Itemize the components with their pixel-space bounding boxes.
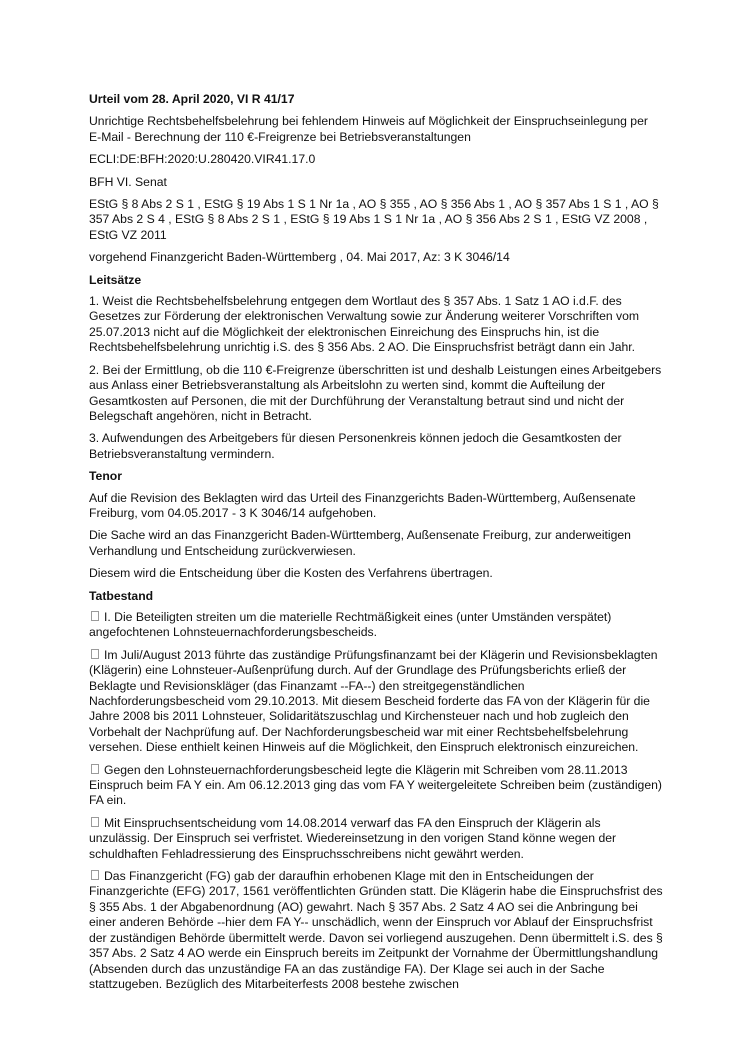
heading-leitsaetze: Leitsätze: [89, 272, 142, 287]
decision-subtitle: Unrichtige Rechtsbehelfsbelehrung bei fehlendem Hinweis auf Möglichkeit der Einspruchseinlegung per E-Mail - Berechnung der 110 €-Freigrenze bei Betriebsveranstaltungen: [89, 114, 648, 144]
heading-tatbestand: Tatbestand: [89, 588, 154, 603]
tatbestand-paragraph: [89, 610, 663, 641]
heading-tenor: Tenor: [89, 469, 122, 484]
tatbestand-paragraph: [89, 816, 663, 862]
tenor-paragraph: Auf die Revision des Beklagten wird das Urteil des Finanzgerichts Baden-Württemberg, Außensenate Freiburg, vom 04.05.2017 - 3 K 3046/14 aufgehoben.: [89, 490, 636, 520]
legal-norms: EStG § 8 Abs 2 S 1 , EStG § 19 Abs 1 S 1 Nr 1a , AO § 355 , AO § 356 Abs 1 , AO § 357 Abs 1 S 1 , AO § 357 Abs 2 S 4 , EStG § 8 Abs 2 S 1 , EStG § 19 Abs 1 S 1 Nr 1a , AO § 356 Abs 2 S 1 , EStG VZ 2008 , EStG VZ 2011: [89, 197, 659, 242]
leitsatz-paragraph: 2. Bei der Ermittlung, ob die 110 €-Freigrenze überschritten ist und deshalb Leistungen eines Arbeitgebers aus Anlass einer Betriebsveranstaltung als Arbeitslohn zu werten sind, kommt die Aufteilung der Gesamtkosten auf Personen, die mit der Durchführung der Veranstaltung betraut sind und nicht der Belegschaft angehören, nicht in Betracht.: [89, 362, 662, 423]
tatbestand-paragraph: [89, 763, 663, 809]
paragraph-marker-icon: [91, 870, 99, 880]
tatbestand-paragraph: [89, 869, 663, 992]
paragraph-text: I. Die Beteiligten streiten um die materielle Rechtmäßigkeit eines (unter Umständen verspätet) angefochtenen Lohnsteuernachforderungsbescheids.: [89, 609, 612, 640]
ecli-identifier: ECLI:DE:BFH:2020:U.280420.VIR41.17.0: [89, 152, 316, 167]
tatbestand-paragraph: [89, 648, 663, 756]
decision-title: Urteil vom 28. April 2020, VI R 41/17: [89, 92, 295, 106]
tenor-paragraph: Die Sache wird an das Finanzgericht Baden-Württemberg, Außensenate Freiburg, zur anderweitigen Verhandlung und Entscheidung zurückverwiesen.: [89, 528, 631, 558]
tenor-paragraph: Diesem wird die Entscheidung über die Kosten des Verfahrens übertragen.: [89, 566, 493, 581]
paragraph-marker-icon: [91, 649, 99, 659]
paragraph-marker-icon: [91, 611, 99, 621]
paragraph-text: Im Juli/August 2013 führte das zuständige Prüfungsfinanzamt bei der Klägerin und Revisionsbeklagten (Klägerin) eine Lohnsteuer-Außenprüfung durch. Auf der Grundlage des Prüfungsberichts erließ der Beklagte und Revisionskläger (das Finanzamt --FA--) den streitgegenständlichen Nachforderungsbescheid vom 29.10.2013. Mit diesem Bescheid forderte das FA von der Klägerin für die Jahre 2008 bis 2011 Lohnsteuer, Solidaritätszuschlag und Kirchensteuer nach und hob zugleich den Vorbehalt der Nachprüfung auf. Der Nachforderungsbescheid war mit einer Rechtsbehelfsbelehrung versehen. Diese enthielt keinen Hinweis auf die Möglichkeit, den Einspruch elektronisch einzureichen.: [89, 647, 658, 755]
document-page: [89, 92, 663, 999]
leitsatz-paragraph: 1. Weist die Rechtsbehelfsbelehrung entgegen dem Wortlaut des § 357 Abs. 1 Satz 1 AO i.d.F. des Gesetzes zur Förderung der elektronischen Verwaltung sowie zur Änderung weiterer Vorschriften vom 25.07.2013 nicht auf die Möglichkeit der elektronischen Einreichung des Einspruchs hin, ist die Rechtsbehelfsbelehrung unrichtig i.S. des § 356 Abs. 2 AO. Die Einspruchsfrist beträgt dann ein Jahr.: [89, 294, 640, 355]
court-senate: BFH VI. Senat: [89, 174, 167, 189]
paragraph-text: Das Finanzgericht (FG) gab der daraufhin erhobenen Klage mit den in Entscheidungen der Finanzgerichte (EFG) 2017, 1561 veröffentlichten Gründen statt. Die Klägerin habe die Einspruchsfrist des § 355 Abs. 1 der Abgabenordnung (AO) gewahrt. Nach § 357 Abs. 2 Satz 4 AO sei die Anbringung bei einer anderen Behörde --hier dem FA Y-- unschädlich, wenn der Einspruch vor Ablauf der Einspruchsfrist der zuständigen Behörde übermittelt werde. Davon sei vorliegend auszugehen. Denn übermittelt i.S. des § 357 Abs. 2 Satz 4 AO werde ein Einspruch bereits im Zeitpunkt der Vornahme der Übermittlungshandlung (Absenden durch das unzuständige FA an das zuständige FA). Der Klage sei auch in der Sache stattzugeben. Bezüglich des Mitarbeiterfests 2008 bestehe zwischen: [89, 869, 663, 991]
prior-instance: vorgehend Finanzgericht Baden-Württemberg , 04. Mai 2017, Az: 3 K 3046/14: [89, 250, 510, 265]
paragraph-marker-icon: [91, 764, 99, 774]
paragraph-marker-icon: [91, 817, 99, 827]
paragraph-text: Mit Einspruchsentscheidung vom 14.08.2014 verwarf das FA den Einspruch der Klägerin als unzulässig. Der Einspruch sei verfristet. Wiedereinsetzung in den vorigen Stand könne wegen der schuldhaften Fehladressierung des Einspruchsschreibens nicht gewährt werden.: [89, 815, 617, 861]
paragraph-text: Gegen den Lohnsteuernachforderungsbescheid legte die Klägerin mit Schreiben vom 28.11.2013 Einspruch beim FA Y ein. Am 06.12.2013 ging das vom FA Y weitergeleitete Schreiben beim (zuständigen) FA ein.: [89, 762, 662, 808]
leitsatz-paragraph: 3. Aufwendungen des Arbeitgebers für diesen Personenkreis können jedoch die Gesamtkosten der Betriebsveranstaltung vermindern.: [89, 431, 622, 461]
